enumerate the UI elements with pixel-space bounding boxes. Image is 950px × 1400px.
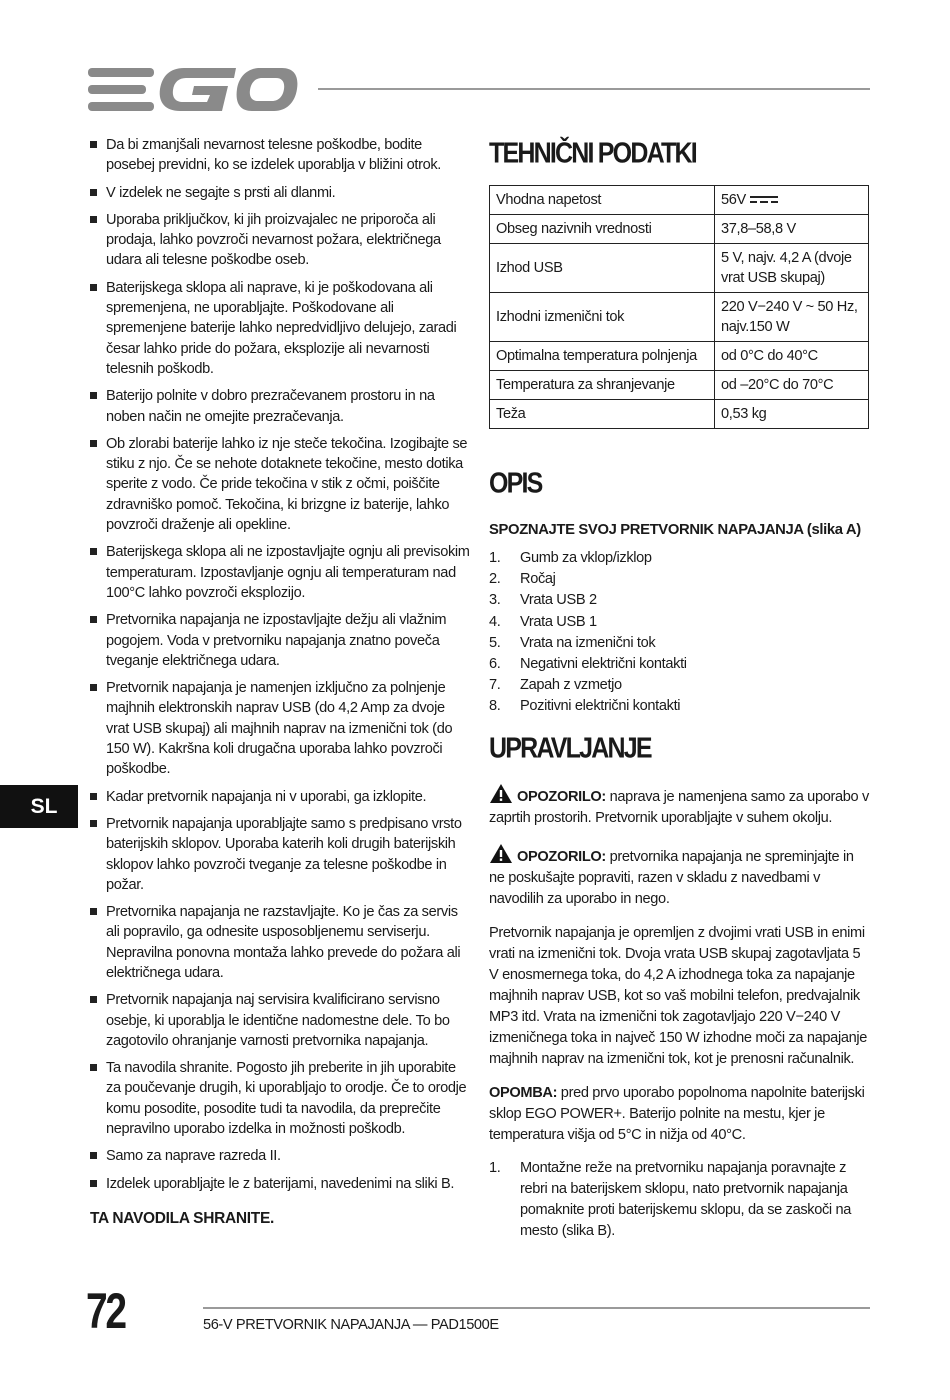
item-text: Montažne reže na pretvorniku napajanja poravnajte z rebri na baterijskem sklopu, nato pretvornik napajanja pomaknite proti baterijskemu sklopu, da se zaskoči na mesto (slika B). <box>520 1159 852 1239</box>
item-number: 1. <box>489 1159 501 1176</box>
item-text: Ročaj <box>520 571 556 588</box>
list-item: Kadar pretvornik napajanja ni v uporabi, ga izklopite. <box>90 787 470 807</box>
list-item: V izdelek ne segajte s prsti ali dlanmi. <box>90 183 470 203</box>
table-row <box>490 215 869 244</box>
footer-title: 56-V PRETVORNIK NAPAJANJA — PAD1500E <box>203 1317 499 1333</box>
list-item: Baterijskega sklopa ali ne izpostavljajte ognju ali previsokim temperaturam. Izpostavljanje ognju ali temperaturam nad 100°C lahko povzroči eksplozijo. <box>90 542 470 603</box>
know-your-device-title: SPOZNAJTE SVOJ PRETVORNIK NAPAJANJA (slika A) <box>489 522 861 538</box>
operation-heading: UPRAVLJANJE <box>489 731 651 764</box>
spec-label: Vhodna napetost <box>490 186 715 215</box>
table-row <box>490 293 869 342</box>
dc-current-icon <box>749 195 779 205</box>
spec-label: Obseg nazivnih vrednosti <box>490 215 715 244</box>
table-row <box>490 244 869 293</box>
spec-table <box>489 185 869 429</box>
item-text: Negativni električni kontakti <box>520 656 687 673</box>
spec-value: 37,8–58,8 V <box>715 215 869 244</box>
safety-column <box>90 135 470 1228</box>
list-item <box>489 612 870 633</box>
list-item: Baterijo polnite v dobro prezračevanem prostoru in na noben način ne omejite prezračevanja. <box>90 386 470 427</box>
spec-value <box>715 186 869 215</box>
spec-value: 0,53 kg <box>715 400 869 429</box>
list-item <box>489 654 870 675</box>
table-row <box>490 400 869 429</box>
item-text: Vrata na izmenični tok <box>520 634 656 651</box>
item-number: 1. <box>489 550 501 566</box>
footer-rule <box>203 1307 870 1309</box>
table-row <box>490 371 869 400</box>
save-instructions-note: TA NAVODILA SHRANITE. <box>90 1209 274 1227</box>
list-item <box>489 548 870 569</box>
list-item: Pretvornika napajanja ne razstavljajte. Ko je čas za servis ali popravilo, ga odnesite usposobljenemu serviserju. Nepravilna ponovna montaža lahko prevede do požara ali električnega udara. <box>90 902 470 983</box>
warning-paragraph <box>489 783 870 829</box>
list-item: Pretvornik napajanja uporabljajte samo s predpisano vrsto baterijskih sklopov. Uporaba katerih koli drugih baterijskih sklopov lahko povzroči tveganje za telesne poškodbe in požar. <box>90 814 470 895</box>
warning-triangle-icon <box>489 783 513 804</box>
spec-label: Izhodni izmenični tok <box>490 293 715 342</box>
warning-label: OPOZORILO: <box>517 848 606 865</box>
steps-list <box>489 1158 870 1242</box>
spec-value-text: 56V <box>721 192 746 208</box>
warning-paragraph <box>489 843 870 910</box>
note-label: OPOMBA: <box>489 1084 558 1101</box>
item-text: Pozitivni električni kontakti <box>520 698 681 715</box>
item-number: 5. <box>489 634 501 651</box>
list-item: Pretvornik napajanja je namenjen izključno za polnjenje majhnih elektronskih naprav USB (do 4,2 Amp za dvoje vrat USB skupaj) ali majhnih naprav na izmenični tok (do 150 W). Kakršna koli drugačna uporaba lahko povzroči poškodbe. <box>90 678 470 779</box>
description-heading: OPIS <box>489 467 542 500</box>
warning-text: pretvornika napajanja ne spreminjajte in ne poskušajte popraviti, razen v skladu z navedbami v navodilih za uporabo in nego. <box>489 848 854 907</box>
note-paragraph <box>489 1083 870 1146</box>
list-item: Pretvornik napajanja naj servisira kvalificirano servisno osebje, ki uporablja le identične nadomestne dele. To bo zagotovilo ohranjanje varnosti pretvornika napajanja. <box>90 990 470 1051</box>
warning-triangle-icon <box>489 843 513 864</box>
item-text: Vrata USB 1 <box>520 613 597 630</box>
spec-value: od –20°C do 70°C <box>715 371 869 400</box>
item-number: 8. <box>489 698 501 715</box>
list-item: Pretvornika napajanja ne izpostavljajte dežju ali vlažnim pogojem. Voda v pretvorniku napajanja znatno poveča tveganje električnega udara. <box>90 610 470 671</box>
spec-label: Optimalna temperatura polnjenja <box>490 342 715 371</box>
tech-specs-heading: TEHNIČNI PODATKI <box>489 137 696 170</box>
list-item <box>489 569 870 590</box>
spec-label: Teža <box>490 400 715 429</box>
item-number: 6. <box>489 656 501 673</box>
warning-text: naprava je namenjena samo za uporabo v zaprtih prostorih. Pretvornik uporabljajte v suhem okolju. <box>489 788 869 826</box>
spec-label: Temperatura za shranjevanje <box>490 371 715 400</box>
list-item <box>489 590 870 611</box>
list-item: Ta navodila shranite. Pogosto jih preberite in jih uporabite za poučevanje drugih, ki uporabljajo to orodje. Če to orodje komu posodite, posodite tudi ta navodila, da preprečite nepravilno uporabo izdelka in možnosti poškodb. <box>90 1058 470 1139</box>
language-tab: SL <box>0 785 78 828</box>
table-row <box>490 186 869 215</box>
header-rule <box>318 88 870 90</box>
list-item: Da bi zmanjšali nevarnost telesne poškodbe, bodite posebej previdni, ko se izdelek uporablja v bližini otrok. <box>90 135 470 176</box>
note-text: pred prvo uporabo popolnoma napolnite baterijski sklop EGO POWER+. Baterijo polnite na mestu, kjer je temperatura višja od 5°C in nižja od 40°C. <box>489 1084 865 1143</box>
item-number: 2. <box>489 571 501 588</box>
item-number: 4. <box>489 613 501 630</box>
content-column <box>489 135 870 1242</box>
list-item <box>489 633 870 654</box>
list-item: Samo za naprave razreda II. <box>90 1146 470 1166</box>
item-text: Vrata USB 2 <box>520 592 597 609</box>
table-row <box>490 342 869 371</box>
spec-value: 220 V−240 V ~ 50 Hz, najv.150 W <box>715 293 869 342</box>
item-number: 3. <box>489 592 501 609</box>
page-number: 72 <box>86 1283 125 1339</box>
list-item: Ob zlorabi baterije lahko iz nje steče tekočina. Izogibajte se stiku z njo. Če se nehote dotaknete tekočine, mesto dotika sperite z vodo. Če pride tekočina v stik z očmi, poiščite zdravniško pomoč. Tekočina, ki brizgne iz baterije, lahko povzroči draženje ali opekline. <box>90 434 470 535</box>
list-item <box>489 1158 870 1242</box>
spec-value: od 0°C do 40°C <box>715 342 869 371</box>
description-paragraph: Pretvornik napajanja je opremljen z dvojimi vrati USB in enimi vrati na izmenični tok. Dvoja vrata USB skupaj zagotavljata 5 V enosmernega toka, do 4,2 A izhodnega toka za napajanje majhnih naprav USB, kot so vaš mobilni telefon, predvajalnik MP3 itd. Vrata na izmenični tok zagotavljajo 220 V−240 V izmeničnega toka in največ 150 W izhodne moči za napajanje majhnih naprav na izmenični tok, kot je prenosni računalnik. <box>489 924 868 1067</box>
ego-logo <box>86 64 298 114</box>
list-item: Uporaba priključkov, ki jih proizvajalec ne priporoča ali prodaja, lahko povzroči nevarnost požara, električnega udara ali telesne poškodbe oseb. <box>90 210 470 271</box>
item-text: Zapah z vzmetjo <box>520 677 622 694</box>
list-item: Baterijskega sklopa ali naprave, ki je poškodovana ali spremenjena, ne uporabljajte. Poškodovane ali spremenjene baterije lahko nepredvidljivo delujejo, zaradi česar lahko pride do požara, eksplozije ali nevarnosti telesnih poškodb. <box>90 278 470 379</box>
list-item: Izdelek uporabljajte le z baterijami, navedenimi na sliki B. <box>90 1174 470 1194</box>
parts-list <box>489 548 870 718</box>
item-number: 7. <box>489 677 501 694</box>
safety-list <box>90 135 470 1194</box>
spec-value: 5 V, najv. 4,2 A (dvoje vrat USB skupaj) <box>715 244 869 293</box>
list-item <box>489 696 870 717</box>
item-text: Gumb za vklop/izklop <box>520 550 652 566</box>
warning-label: OPOZORILO: <box>517 788 606 805</box>
list-item <box>489 675 870 696</box>
spec-label: Izhod USB <box>490 244 715 293</box>
